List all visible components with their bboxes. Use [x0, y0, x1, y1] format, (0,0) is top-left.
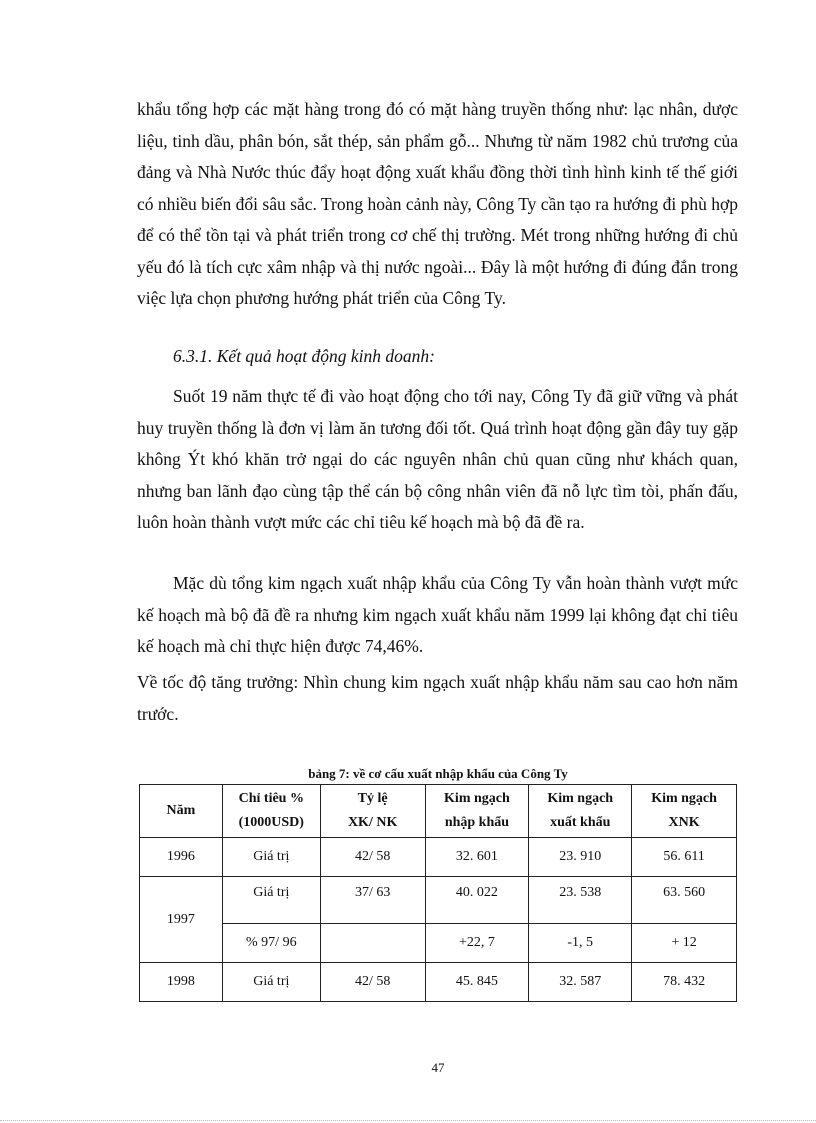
cell-export: 23. 538: [529, 877, 632, 924]
paragraph-company-history: khẩu tổng hợp các mặt hàng trong đó có mặt hàng truyền thống như: lạc nhân, dược liệu, tinh dầu, phân bón, sắt thép, sản phẩm gỗ... Nhưng từ năm 1982 chủ trương của đảng và Nhà Nước thúc đẩy hoạt động xuất khẩu đồng thời tình hình kinh tế thế giới có nhiều biến đổi sâu sắc. Trong hoàn cảnh này, Công Ty cần tạo ra hướng đi phù hợp để có thể tồn tại và phát triển trong cơ chế thị trường. Mét trong những hướng đi chủ yếu đó là tích cực xâm nhập và thị nước ngoài... Đây là một hướng đi đúng đắn trong việc lựa chọn phương hướng phát triển của Công Ty.: [137, 99, 739, 308]
header-import: Kim ngạch nhập khẩu: [425, 785, 529, 838]
cell-total: 63. 560: [632, 877, 737, 924]
cell-import: +22, 7: [425, 924, 529, 963]
cell-export: 23. 910: [529, 838, 632, 877]
cell-ratio: 42/ 58: [320, 838, 425, 877]
cell-indicator: Giá trị: [222, 838, 320, 877]
paragraph-turnover: Mặc dù tổng kim ngạch xuất nhập khẩu của Công Ty vẫn hoàn thành vượt mức kế hoạch mà bộ đã đề ra nhưng kim ngạch xuất khẩu năm 1999 lại không đạt chỉ tiêu kế hoạch mà chỉ thực hiện được 74,46%.: [137, 573, 738, 656]
table-row: [140, 877, 737, 924]
table-header-row: [140, 785, 737, 838]
page-number: 47: [431, 1060, 445, 1075]
header-indicator: Chỉ tiêu % (1000USD): [222, 785, 320, 838]
header-year: Năm: [140, 785, 223, 838]
header-total: Kim ngạch XNK: [632, 785, 737, 838]
cell-export: -1, 5: [529, 924, 632, 963]
table-row: [140, 838, 737, 877]
table-caption: bảng 7: về cơ cấu xuất nhập khẩu của Công Ty: [308, 766, 568, 781]
header-export: Kim ngạch xuất khẩu: [529, 785, 632, 838]
paragraph-growth: Về tốc độ tăng trưởng: Nhìn chung kim ngạch xuất nhập khẩu năm sau cao hơn năm trước.: [137, 672, 738, 724]
cell-ratio: 37/ 63: [320, 877, 425, 924]
header-ratio: Tỷ lệ XK/ NK: [320, 785, 425, 838]
table-row: [140, 963, 737, 1002]
cell-year: 1997: [140, 877, 223, 963]
cell-total: 78. 432: [632, 963, 737, 1002]
cell-ratio: [320, 924, 425, 963]
cell-import: 45. 845: [425, 963, 529, 1002]
table-row: [140, 924, 737, 963]
import-export-table: [139, 784, 737, 1002]
paragraph-business-results: Suốt 19 năm thực tế đi vào hoạt động cho tới nay, Công Ty đã giữ vững và phát huy truyền thống là đơn vị làm ăn tương đối tốt. Quá trình hoạt động gần đây tuy gặp không Ýt khó khăn trở ngại do các nguyên nhân chủ quan cũng như khách quan, nhưng ban lãnh đạo cùng tập thể cán bộ công nhân viên đã nỗ lực tìm tòi, phấn đấu, luôn hoàn thành vượt mức các chỉ tiêu kế hoạch mà bộ đã đề ra.: [137, 386, 739, 532]
cell-import: 32. 601: [425, 838, 529, 877]
cell-indicator: Giá trị: [222, 963, 320, 1002]
cell-total: + 12: [632, 924, 737, 963]
cell-import: 40. 022: [425, 877, 529, 924]
cell-indicator: % 97/ 96: [222, 924, 320, 963]
cell-ratio: 42/ 58: [320, 963, 425, 1002]
cell-year: 1998: [140, 963, 223, 1002]
cell-year: 1996: [140, 838, 223, 877]
cell-indicator: Giá trị: [222, 877, 320, 924]
cell-total: 56. 611: [632, 838, 737, 877]
cell-export: 32. 587: [529, 963, 632, 1002]
footer-divider: [0, 1120, 816, 1121]
section-heading: 6.3.1. Kết quả hoạt động kinh doanh:: [173, 346, 435, 366]
